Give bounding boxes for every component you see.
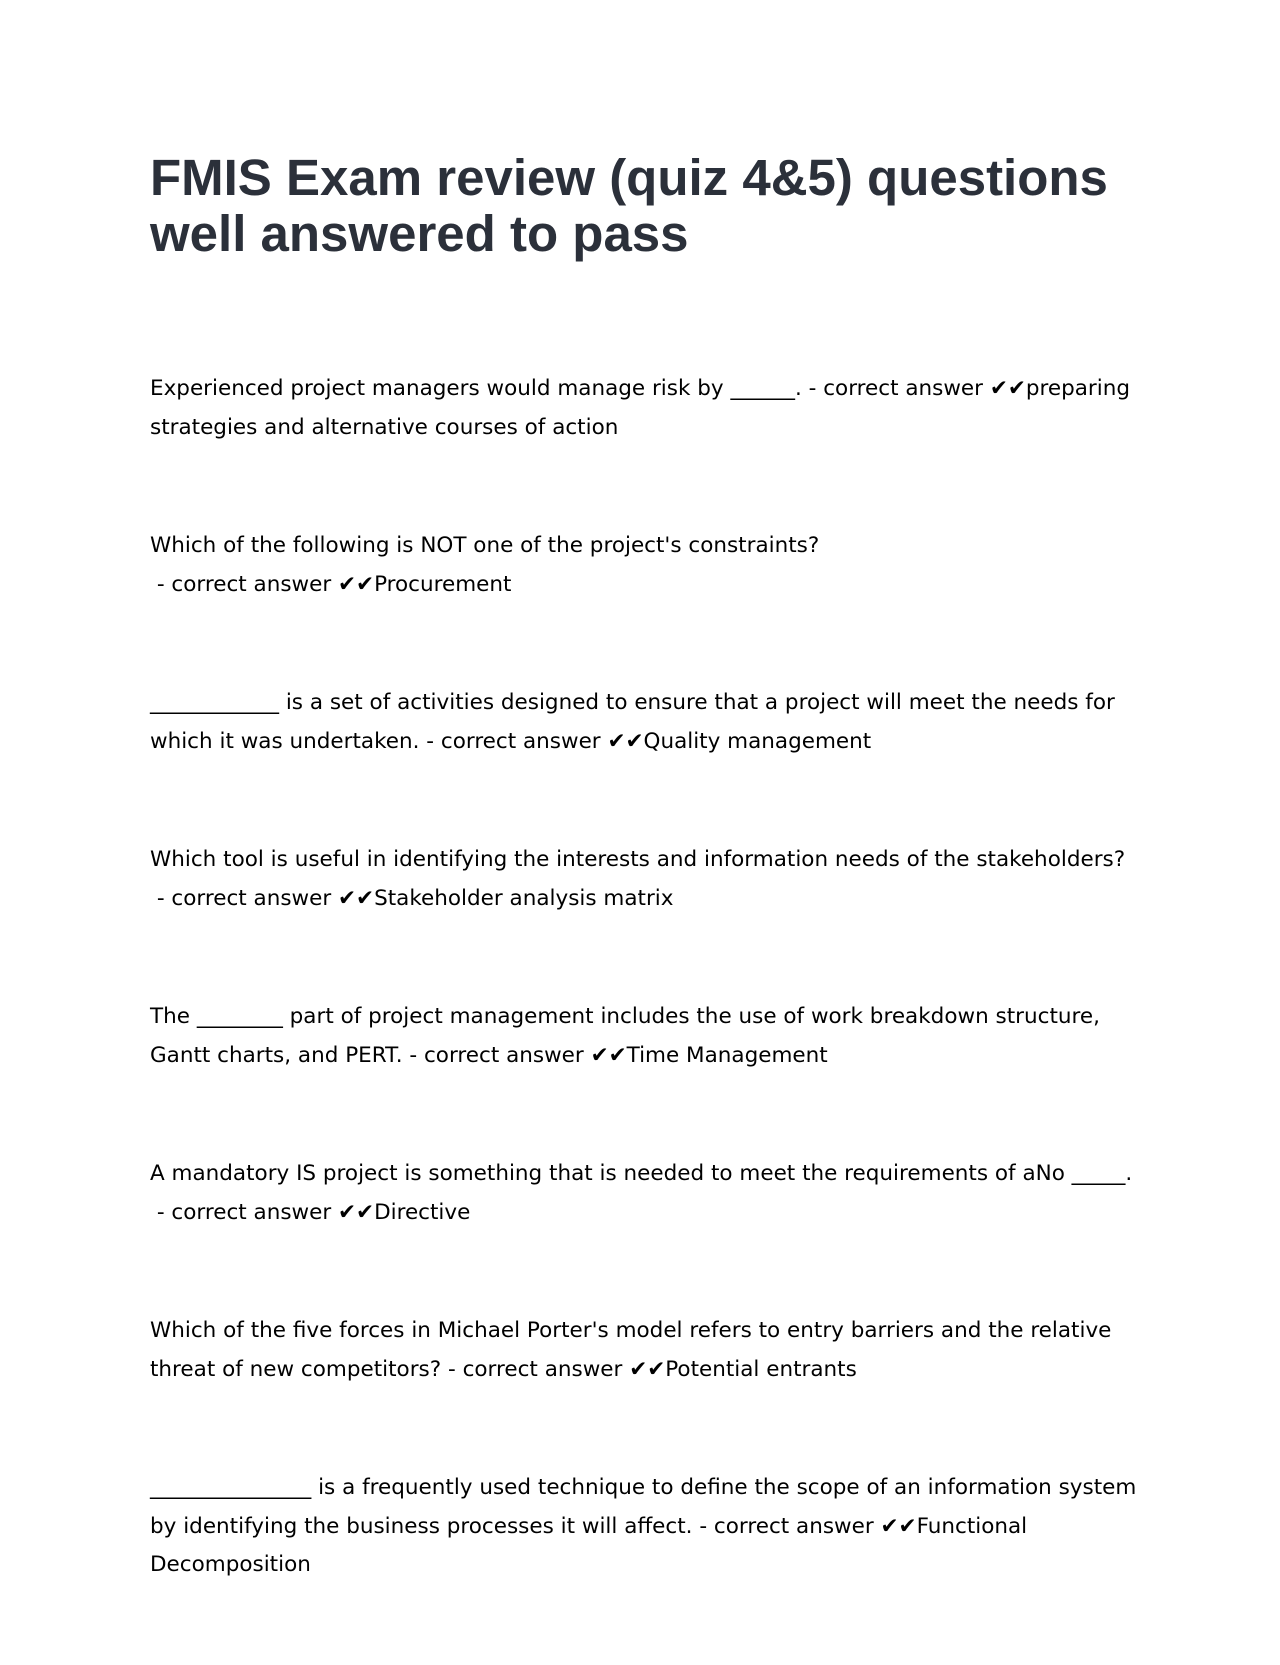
answer-text: Directive: [374, 1199, 471, 1225]
answer-text: Functional Decomposition: [150, 1513, 1028, 1577]
question-text: _______________ is a frequently used technique to define the scope of an information system by identifying the business processes it will affect.: [150, 1475, 1137, 1539]
answer-text: Stakeholder analysis matrix: [374, 885, 674, 911]
qa-item: [150, 370, 1140, 447]
answer-separator: - correct answer: [692, 1513, 881, 1539]
answer-text: Potential entrants: [665, 1356, 857, 1382]
question-text: Experienced project managers would manage risk by ______.: [150, 376, 802, 401]
double-check-icon: ✔✔: [989, 376, 1026, 401]
double-check-icon: ✔✔: [629, 1356, 666, 1382]
answer-text: Time Management: [626, 1042, 828, 1068]
qa-item: [150, 841, 1140, 918]
double-check-icon: ✔✔: [338, 571, 375, 597]
qa-item: [150, 684, 1140, 761]
qa-item: [150, 527, 1140, 604]
double-check-icon: ✔✔: [607, 728, 644, 754]
question-text: A mandatory IS project is something that is needed to meet the requirements of aNo _____.: [150, 1161, 1133, 1186]
qa-list: [150, 370, 1140, 1665]
question-text: Which of the five forces in Michael Porter's model refers to entry barriers and the relative threat of new competitors?: [150, 1318, 1112, 1382]
answer-separator: - correct answer: [402, 1042, 591, 1068]
double-check-icon: ✔✔: [338, 1199, 375, 1225]
question-text: ____________ is a set of activities designed to ensure that a project will meet the needs for which it was undertaken.: [150, 690, 1115, 754]
answer-text: Quality management: [643, 728, 872, 754]
double-check-icon: ✔✔: [338, 885, 375, 911]
answer-separator: - correct answer: [150, 1199, 339, 1225]
question-text: Which tool is useful in identifying the interests and information needs of the stakeholders?: [150, 847, 1126, 872]
answer-separator: - correct answer: [441, 1356, 630, 1382]
double-check-icon: ✔✔: [880, 1513, 917, 1539]
qa-item: [150, 998, 1140, 1075]
answer-separator: - correct answer: [419, 728, 608, 754]
double-check-icon: ✔✔: [590, 1042, 627, 1068]
document-title: FMIS Exam review (quiz 4&5) questions well answered to pass: [150, 149, 1108, 262]
qa-item: [150, 1312, 1140, 1389]
answer-separator: - correct answer: [150, 571, 339, 597]
question-text: The ________ part of project management includes the use of work breakdown structure, Gantt charts, and PERT.: [150, 1004, 1100, 1068]
question-text: Which of the following is NOT one of the project's constraints?: [150, 533, 820, 558]
answer-text: preparing strategies and alternative courses of action: [150, 376, 1131, 440]
answer-separator: - correct answer: [150, 885, 339, 911]
answer-separator: - correct answer: [801, 376, 990, 401]
qa-item: [150, 1155, 1140, 1232]
qa-item: [150, 1469, 1140, 1585]
answer-text: Procurement: [374, 571, 512, 597]
